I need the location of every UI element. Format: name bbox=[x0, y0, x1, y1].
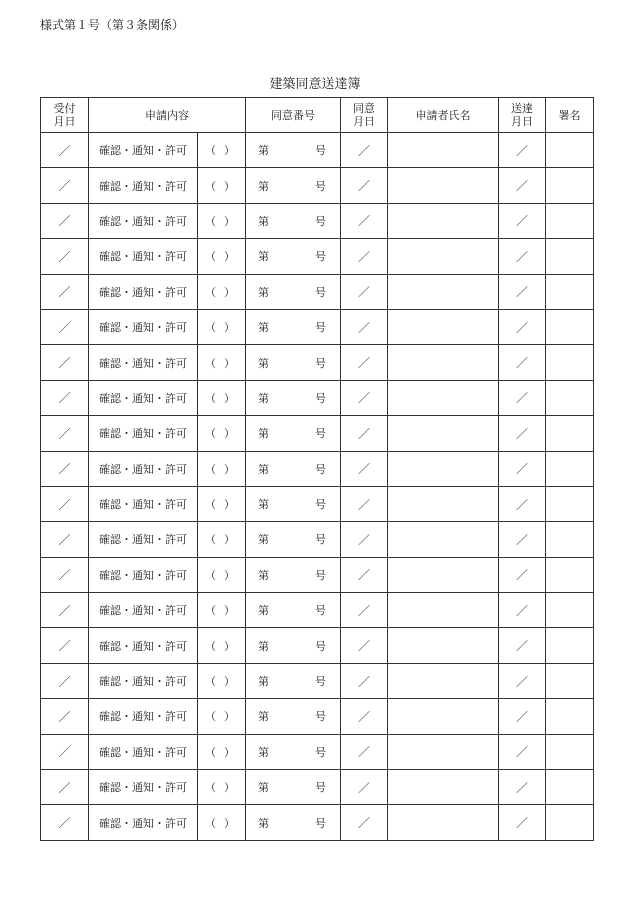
consent-number-cell[interactable]: 第 号 bbox=[246, 805, 341, 840]
delivery-date-cell[interactable]: ／ bbox=[499, 734, 546, 769]
application-note-cell[interactable]: （ ） bbox=[198, 770, 246, 805]
delivery-date-cell[interactable]: ／ bbox=[499, 557, 546, 592]
consent-number-cell[interactable]: 第 号 bbox=[246, 557, 341, 592]
received-date-cell[interactable]: ／ bbox=[41, 345, 89, 380]
header-consent-date: 同意 月日 bbox=[341, 98, 388, 133]
application-type-cell[interactable]: 確認・通知・許可 bbox=[89, 380, 198, 415]
applicant-name-cell[interactable] bbox=[388, 133, 499, 168]
application-note-cell[interactable]: （ ） bbox=[198, 663, 246, 698]
application-note-cell[interactable]: （ ） bbox=[198, 451, 246, 486]
header-applicant-name: 申請者氏名 bbox=[388, 98, 499, 133]
ledger-row bbox=[41, 486, 594, 521]
delivery-date-cell[interactable]: ／ bbox=[499, 345, 546, 380]
delivery-date-cell[interactable]: ／ bbox=[499, 239, 546, 274]
applicant-name-cell[interactable] bbox=[388, 522, 499, 557]
application-note-cell[interactable]: （ ） bbox=[198, 416, 246, 451]
delivery-date-cell[interactable]: ／ bbox=[499, 203, 546, 238]
application-type-cell[interactable]: 確認・通知・許可 bbox=[89, 451, 198, 486]
received-date-cell[interactable]: ／ bbox=[41, 593, 89, 628]
consent-number-cell[interactable]: 第 号 bbox=[246, 239, 341, 274]
delivery-date-cell[interactable]: ／ bbox=[499, 309, 546, 344]
consent-date-cell[interactable]: ／ bbox=[341, 345, 388, 380]
applicant-name-cell[interactable] bbox=[388, 203, 499, 238]
consent-date-cell[interactable]: ／ bbox=[341, 522, 388, 557]
header-row bbox=[41, 98, 594, 133]
consent-date-cell[interactable]: ／ bbox=[341, 593, 388, 628]
application-note-cell[interactable]: （ ） bbox=[198, 734, 246, 769]
ledger-row bbox=[41, 522, 594, 557]
ledger-row bbox=[41, 416, 594, 451]
received-date-cell[interactable]: ／ bbox=[41, 486, 89, 521]
signature-cell[interactable] bbox=[546, 203, 594, 238]
consent-number-cell[interactable]: 第 号 bbox=[246, 451, 341, 486]
application-note-cell[interactable]: （ ） bbox=[198, 168, 246, 203]
applicant-name-cell[interactable] bbox=[388, 699, 499, 734]
delivery-date-cell[interactable]: ／ bbox=[499, 380, 546, 415]
application-type-cell[interactable]: 確認・通知・許可 bbox=[89, 557, 198, 592]
received-date-cell[interactable]: ／ bbox=[41, 628, 89, 663]
delivery-date-cell[interactable]: ／ bbox=[499, 416, 546, 451]
consent-number-cell[interactable]: 第 号 bbox=[246, 168, 341, 203]
received-date-cell[interactable]: ／ bbox=[41, 203, 89, 238]
delivery-ledger-table bbox=[40, 97, 594, 841]
delivery-date-cell[interactable]: ／ bbox=[499, 628, 546, 663]
header-delivery-date: 送達 月日 bbox=[499, 98, 546, 133]
consent-number-cell[interactable]: 第 号 bbox=[246, 203, 341, 238]
ledger-row bbox=[41, 239, 594, 274]
consent-number-cell[interactable]: 第 号 bbox=[246, 628, 341, 663]
signature-cell[interactable] bbox=[546, 522, 594, 557]
ledger-row bbox=[41, 628, 594, 663]
signature-cell[interactable] bbox=[546, 557, 594, 592]
signature-cell[interactable] bbox=[546, 380, 594, 415]
application-type-cell[interactable]: 確認・通知・許可 bbox=[89, 770, 198, 805]
ledger-row bbox=[41, 699, 594, 734]
consent-number-cell[interactable]: 第 号 bbox=[246, 522, 341, 557]
signature-cell[interactable] bbox=[546, 309, 594, 344]
ledger-row bbox=[41, 663, 594, 698]
delivery-date-cell[interactable]: ／ bbox=[499, 486, 546, 521]
consent-number-cell[interactable]: 第 号 bbox=[246, 770, 341, 805]
consent-number-cell[interactable]: 第 号 bbox=[246, 345, 341, 380]
consent-date-cell[interactable]: ／ bbox=[341, 486, 388, 521]
signature-cell[interactable] bbox=[546, 168, 594, 203]
received-date-cell[interactable]: ／ bbox=[41, 451, 89, 486]
application-type-cell[interactable]: 確認・通知・許可 bbox=[89, 274, 198, 309]
signature-cell[interactable] bbox=[546, 593, 594, 628]
consent-number-cell[interactable]: 第 号 bbox=[246, 486, 341, 521]
applicant-name-cell[interactable] bbox=[388, 663, 499, 698]
application-note-cell[interactable]: （ ） bbox=[198, 239, 246, 274]
consent-date-cell[interactable]: ／ bbox=[341, 663, 388, 698]
signature-cell[interactable] bbox=[546, 805, 594, 840]
application-note-cell[interactable]: （ ） bbox=[198, 593, 246, 628]
application-type-cell[interactable]: 確認・通知・許可 bbox=[89, 133, 198, 168]
consent-date-cell[interactable]: ／ bbox=[341, 309, 388, 344]
ledger-row bbox=[41, 557, 594, 592]
application-note-cell[interactable]: （ ） bbox=[198, 805, 246, 840]
applicant-name-cell[interactable] bbox=[388, 380, 499, 415]
signature-cell[interactable] bbox=[546, 345, 594, 380]
applicant-name-cell[interactable] bbox=[388, 451, 499, 486]
applicant-name-cell[interactable] bbox=[388, 274, 499, 309]
consent-number-cell[interactable]: 第 号 bbox=[246, 380, 341, 415]
received-date-cell[interactable]: ／ bbox=[41, 805, 89, 840]
consent-date-cell[interactable]: ／ bbox=[341, 203, 388, 238]
header-received-date: 受付 月日 bbox=[41, 98, 89, 133]
consent-number-cell[interactable]: 第 号 bbox=[246, 274, 341, 309]
application-note-cell[interactable]: （ ） bbox=[198, 522, 246, 557]
ledger-row bbox=[41, 770, 594, 805]
ledger-row bbox=[41, 345, 594, 380]
applicant-name-cell[interactable] bbox=[388, 486, 499, 521]
consent-number-cell[interactable]: 第 号 bbox=[246, 734, 341, 769]
application-type-cell[interactable]: 確認・通知・許可 bbox=[89, 486, 198, 521]
delivery-date-cell[interactable]: ／ bbox=[499, 593, 546, 628]
ledger-row bbox=[41, 203, 594, 238]
form-number-label: 様式第１号（第３条関係） bbox=[40, 18, 185, 32]
application-note-cell[interactable]: （ ） bbox=[198, 699, 246, 734]
application-type-cell[interactable]: 確認・通知・許可 bbox=[89, 734, 198, 769]
application-type-cell[interactable]: 確認・通知・許可 bbox=[89, 628, 198, 663]
received-date-cell[interactable]: ／ bbox=[41, 734, 89, 769]
applicant-name-cell[interactable] bbox=[388, 805, 499, 840]
delivery-date-cell[interactable]: ／ bbox=[499, 770, 546, 805]
received-date-cell[interactable]: ／ bbox=[41, 380, 89, 415]
application-note-cell[interactable]: （ ） bbox=[198, 557, 246, 592]
received-date-cell[interactable]: ／ bbox=[41, 557, 89, 592]
document-title: 建築同意送達簿 bbox=[269, 77, 361, 92]
application-note-cell[interactable]: （ ） bbox=[198, 309, 246, 344]
consent-date-cell[interactable]: ／ bbox=[341, 628, 388, 663]
applicant-name-cell[interactable] bbox=[388, 557, 499, 592]
ledger-row bbox=[41, 734, 594, 769]
application-type-cell[interactable]: 確認・通知・許可 bbox=[89, 239, 198, 274]
applicant-name-cell[interactable] bbox=[388, 628, 499, 663]
application-note-cell[interactable]: （ ） bbox=[198, 274, 246, 309]
applicant-name-cell[interactable] bbox=[388, 734, 499, 769]
received-date-cell[interactable]: ／ bbox=[41, 663, 89, 698]
received-date-cell[interactable]: ／ bbox=[41, 770, 89, 805]
application-type-cell[interactable]: 確認・通知・許可 bbox=[89, 309, 198, 344]
received-date-cell[interactable]: ／ bbox=[41, 133, 89, 168]
consent-number-cell[interactable]: 第 号 bbox=[246, 416, 341, 451]
consent-number-cell[interactable]: 第 号 bbox=[246, 309, 341, 344]
consent-date-cell[interactable]: ／ bbox=[341, 770, 388, 805]
signature-cell[interactable] bbox=[546, 486, 594, 521]
applicant-name-cell[interactable] bbox=[388, 593, 499, 628]
delivery-date-cell[interactable]: ／ bbox=[499, 663, 546, 698]
consent-date-cell[interactable]: ／ bbox=[341, 168, 388, 203]
application-note-cell[interactable]: （ ） bbox=[198, 486, 246, 521]
signature-cell[interactable] bbox=[546, 416, 594, 451]
received-date-cell[interactable]: ／ bbox=[41, 699, 89, 734]
application-type-cell[interactable]: 確認・通知・許可 bbox=[89, 203, 198, 238]
applicant-name-cell[interactable] bbox=[388, 416, 499, 451]
consent-number-cell[interactable]: 第 号 bbox=[246, 133, 341, 168]
signature-cell[interactable] bbox=[546, 770, 594, 805]
applicant-name-cell[interactable] bbox=[388, 239, 499, 274]
received-date-cell[interactable]: ／ bbox=[41, 309, 89, 344]
application-note-cell[interactable]: （ ） bbox=[198, 628, 246, 663]
signature-cell[interactable] bbox=[546, 239, 594, 274]
signature-cell[interactable] bbox=[546, 274, 594, 309]
ledger-row bbox=[41, 451, 594, 486]
ledger-body bbox=[41, 133, 594, 841]
received-date-cell[interactable]: ／ bbox=[41, 522, 89, 557]
application-type-cell[interactable]: 確認・通知・許可 bbox=[89, 522, 198, 557]
application-note-cell[interactable]: （ ） bbox=[198, 203, 246, 238]
delivery-date-cell[interactable]: ／ bbox=[499, 699, 546, 734]
consent-date-cell[interactable]: ／ bbox=[341, 805, 388, 840]
ledger-row bbox=[41, 805, 594, 840]
consent-date-cell[interactable]: ／ bbox=[341, 416, 388, 451]
delivery-date-cell[interactable]: ／ bbox=[499, 133, 546, 168]
application-type-cell[interactable]: 確認・通知・許可 bbox=[89, 593, 198, 628]
application-type-cell[interactable]: 確認・通知・許可 bbox=[89, 663, 198, 698]
received-date-cell[interactable]: ／ bbox=[41, 239, 89, 274]
application-note-cell[interactable]: （ ） bbox=[198, 345, 246, 380]
applicant-name-cell[interactable] bbox=[388, 168, 499, 203]
application-type-cell[interactable]: 確認・通知・許可 bbox=[89, 345, 198, 380]
application-type-cell[interactable]: 確認・通知・許可 bbox=[89, 699, 198, 734]
consent-date-cell[interactable]: ／ bbox=[341, 557, 388, 592]
application-type-cell[interactable]: 確認・通知・許可 bbox=[89, 416, 198, 451]
signature-cell[interactable] bbox=[546, 133, 594, 168]
ledger-row bbox=[41, 593, 594, 628]
consent-number-cell[interactable]: 第 号 bbox=[246, 593, 341, 628]
header-signature: 署名 bbox=[546, 98, 594, 133]
consent-date-cell[interactable]: ／ bbox=[341, 734, 388, 769]
header-application-content: 申請内容 bbox=[89, 98, 246, 133]
ledger-row bbox=[41, 274, 594, 309]
ledger-row bbox=[41, 133, 594, 168]
applicant-name-cell[interactable] bbox=[388, 345, 499, 380]
delivery-date-cell[interactable]: ／ bbox=[499, 805, 546, 840]
received-date-cell[interactable]: ／ bbox=[41, 416, 89, 451]
header-consent-number: 同意番号 bbox=[246, 98, 341, 133]
signature-cell[interactable] bbox=[546, 663, 594, 698]
ledger-row bbox=[41, 168, 594, 203]
application-note-cell[interactable]: （ ） bbox=[198, 133, 246, 168]
consent-date-cell[interactable]: ／ bbox=[341, 239, 388, 274]
signature-cell[interactable] bbox=[546, 734, 594, 769]
received-date-cell[interactable]: ／ bbox=[41, 274, 89, 309]
consent-date-cell[interactable]: ／ bbox=[341, 380, 388, 415]
applicant-name-cell[interactable] bbox=[388, 770, 499, 805]
ledger-row bbox=[41, 309, 594, 344]
consent-date-cell[interactable]: ／ bbox=[341, 451, 388, 486]
application-type-cell[interactable]: 確認・通知・許可 bbox=[89, 805, 198, 840]
signature-cell[interactable] bbox=[546, 628, 594, 663]
consent-number-cell[interactable]: 第 号 bbox=[246, 663, 341, 698]
received-date-cell[interactable]: ／ bbox=[41, 168, 89, 203]
application-type-cell[interactable]: 確認・通知・許可 bbox=[89, 168, 198, 203]
signature-cell[interactable] bbox=[546, 699, 594, 734]
delivery-date-cell[interactable]: ／ bbox=[499, 451, 546, 486]
delivery-date-cell[interactable]: ／ bbox=[499, 522, 546, 557]
ledger-row bbox=[41, 380, 594, 415]
consent-number-cell[interactable]: 第 号 bbox=[246, 699, 341, 734]
consent-date-cell[interactable]: ／ bbox=[341, 274, 388, 309]
applicant-name-cell[interactable] bbox=[388, 309, 499, 344]
consent-date-cell[interactable]: ／ bbox=[341, 133, 388, 168]
signature-cell[interactable] bbox=[546, 451, 594, 486]
application-note-cell[interactable]: （ ） bbox=[198, 380, 246, 415]
consent-date-cell[interactable]: ／ bbox=[341, 699, 388, 734]
delivery-date-cell[interactable]: ／ bbox=[499, 168, 546, 203]
delivery-date-cell[interactable]: ／ bbox=[499, 274, 546, 309]
